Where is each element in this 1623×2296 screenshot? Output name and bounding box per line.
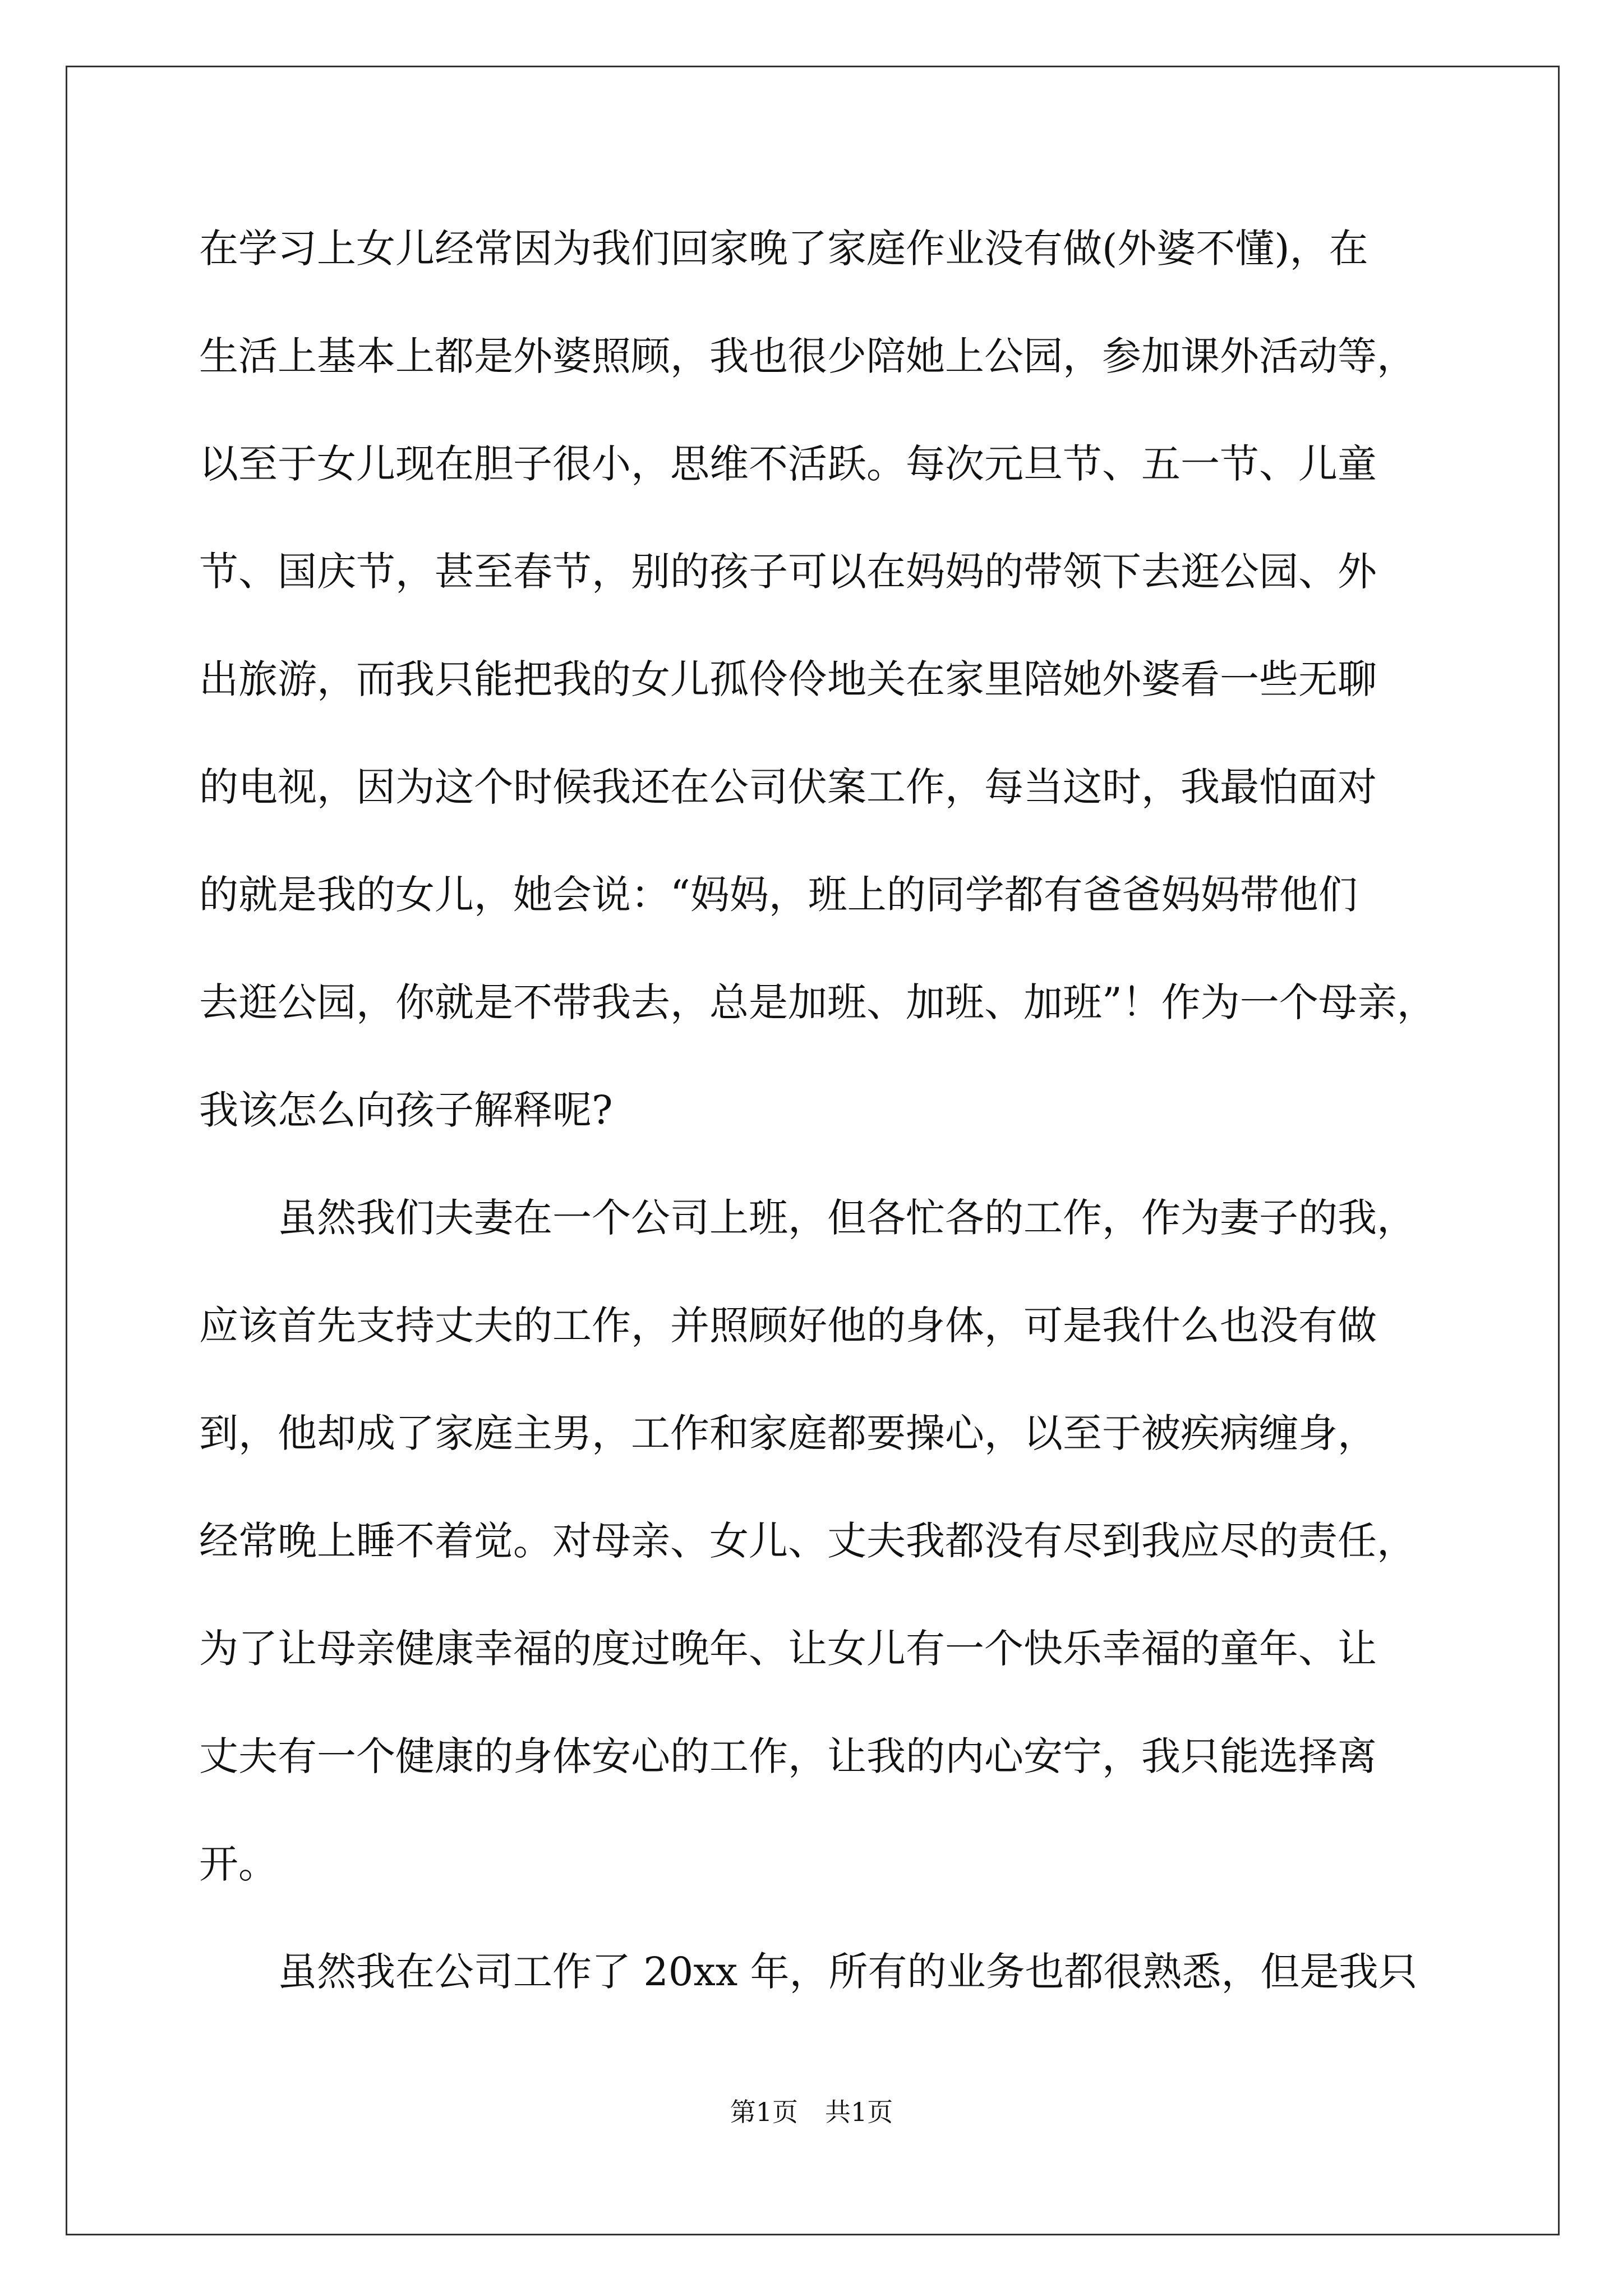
text-line: 节、国庆节，甚至春节，别的孩子可以在妈妈的带领下去逛公园、外 xyxy=(199,549,1377,595)
text-line: 虽然我在公司工作了 20xx 年，所有的业务也都很熟悉，但是我只 xyxy=(199,1949,1418,1995)
page-total: 共1页 xyxy=(825,2097,893,2127)
text-line: 我该怎么向孩子解释呢? xyxy=(199,1087,613,1133)
page-border xyxy=(66,66,1560,2235)
text-line: 为了让母亲健康幸福的度过晚年、让女儿有一个快乐幸福的童年、让 xyxy=(199,1626,1377,1672)
text-line: 到，他却成了家庭主男，工作和家庭都要操心，以至于被疾病缠身， xyxy=(199,1410,1377,1456)
text-line: 的就是我的女儿，她会说：“妈妈，班上的同学都有爸爸妈妈带他们 xyxy=(199,872,1358,918)
text-line: 开。 xyxy=(199,1841,278,1887)
page-number: 第1页 xyxy=(730,2097,798,2127)
text-line: 经常晚上睡不着觉。对母亲、女儿、丈夫我都没有尽到我应尽的责任， xyxy=(199,1518,1416,1564)
text-line: 以至于女儿现在胆子很小，思维不活跃。每次元旦节、五一节、儿童 xyxy=(199,441,1377,487)
text-line: 的电视，因为这个时候我还在公司伏案工作，每当这时，我最怕面对 xyxy=(199,764,1377,810)
page-footer xyxy=(0,2095,1623,2129)
text-line: 应该首先支持丈夫的工作，并照顾好他的身体，可是我什么也没有做 xyxy=(199,1303,1377,1349)
text-line: 在学习上女儿经常因为我们回家晚了家庭作业没有做(外婆不懂)，在 xyxy=(199,226,1368,272)
text-line: 丈夫有一个健康的身体安心的工作，让我的内心安宁，我只能选择离 xyxy=(199,1733,1377,1779)
text-line: 去逛公园，你就是不带我去，总是加班、加班、加班”！作为一个母亲， xyxy=(199,979,1436,1025)
text-line: 出旅游，而我只能把我的女儿孤伶伶地关在家里陪她外婆看一些无聊 xyxy=(199,656,1377,702)
text-line: 生活上基本上都是外婆照顾，我也很少陪她上公园，参加课外活动等， xyxy=(199,333,1416,379)
text-line: 虽然我们夫妻在一个公司上班，但各忙各的工作，作为妻子的我， xyxy=(199,1195,1416,1241)
